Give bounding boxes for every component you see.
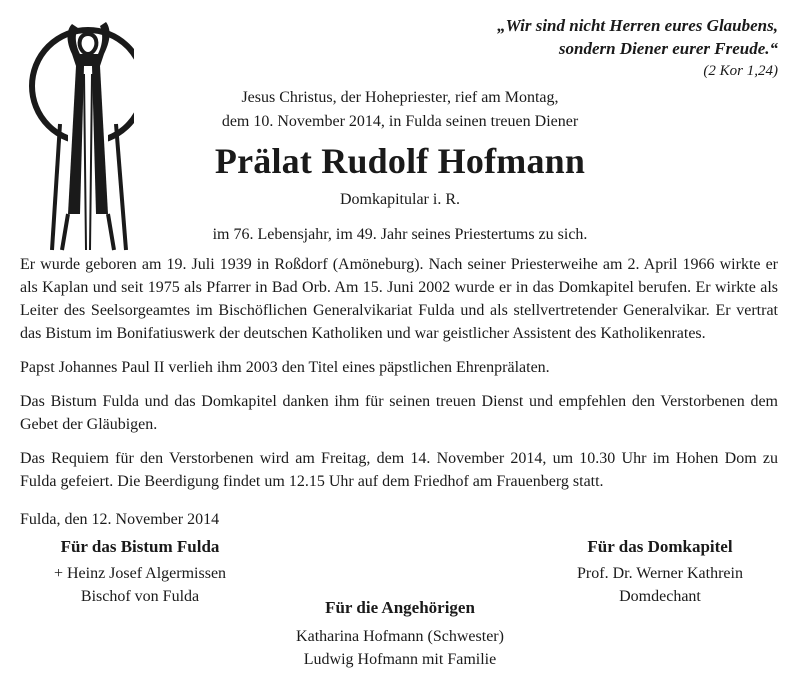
quote-line-2: sondern Diener eurer Freude.“ bbox=[558, 39, 778, 58]
signature-domkapitel-name: Prof. Dr. Werner Kathrein bbox=[577, 565, 743, 582]
signature-domkapitel-heading: Für das Domkapitel bbox=[587, 537, 733, 556]
place-date: Fulda, den 12. November 2014 bbox=[20, 511, 220, 528]
signature-bistum-role: Bischof von Fulda bbox=[80, 588, 200, 605]
deceased-title: Domkapitular i. R. bbox=[340, 191, 460, 208]
signature-family-line-1: Katharina Hofmann (Schwester) bbox=[296, 628, 504, 645]
signature-bistum bbox=[20, 535, 260, 608]
paragraph-honor: Papst Johannes Paul II verlieh ihm 2003 den Titel eines päpstlichen Ehrenprälaten. bbox=[20, 359, 550, 376]
intro-line-1: Jesus Christus, der Hohepriester, rief am Montag, bbox=[241, 89, 559, 106]
paragraph-thanks: Das Bistum Fulda und das Domkapitel danken ihm für seinen treuen Dienst und empfehlen den Verstorbenen dem Gebet der Gläubigen. bbox=[20, 393, 778, 433]
signature-family-heading: Für die Angehörigen bbox=[325, 598, 475, 617]
signature-domkapitel-role: Domdechant bbox=[619, 588, 701, 605]
obituary-body bbox=[20, 253, 778, 504]
age-line: im 76. Lebensjahr, im 49. Jahr seines Priestertums zu sich. bbox=[212, 226, 588, 243]
signature-bistum-name: + Heinz Josef Algermissen bbox=[53, 565, 227, 582]
signature-family-line-2: Ludwig Hofmann mit Familie bbox=[303, 651, 497, 668]
announcement-intro bbox=[140, 86, 660, 134]
intro-line-2: dem 10. November 2014, in Fulda seinen treuen Diener bbox=[221, 113, 579, 130]
bible-quote bbox=[497, 14, 778, 83]
paragraph-biography: Er wurde geboren am 19. Juli 1939 in Roßdorf (Amöneburg). Nach seiner Priesterweihe am 2. April 1966 wirkte er als Kaplan und seit 1975 als Pfarrer in Bad Orb. Am 15. Juni 2002 wurde er in das Domkapitel berufen. Er wirkte als Leiter des Seelsorgeamtes im Bischöflichen Generalvikariat Fulda und als stellvertretender Generalvikar. Er vertrat das Bistum im Bonifatiuswerk der deutschen Katholiken und war geistlicher Assistent des Katholikenrates. bbox=[20, 256, 778, 342]
quote-line-1: „Wir sind nicht Herren eures Glaubens, bbox=[497, 16, 778, 35]
signature-family bbox=[260, 596, 540, 671]
quote-reference: (2 Kor 1,24) bbox=[703, 63, 778, 79]
signature-bistum-heading: Für das Bistum Fulda bbox=[60, 537, 220, 556]
paragraph-requiem: Das Requiem für den Verstorbenen wird am Freitag, dem 14. November 2014, um 10.30 Uhr im Hohen Dom zu Fulda gefeiert. Die Beerdigung findet um 12.15 Uhr auf dem Friedhof am Frauenberg statt. bbox=[20, 450, 778, 490]
deceased-name: Prälat Rudolf Hofmann bbox=[214, 141, 586, 181]
signature-domkapitel bbox=[540, 535, 780, 608]
christ-figure-emblem-icon bbox=[22, 14, 134, 254]
